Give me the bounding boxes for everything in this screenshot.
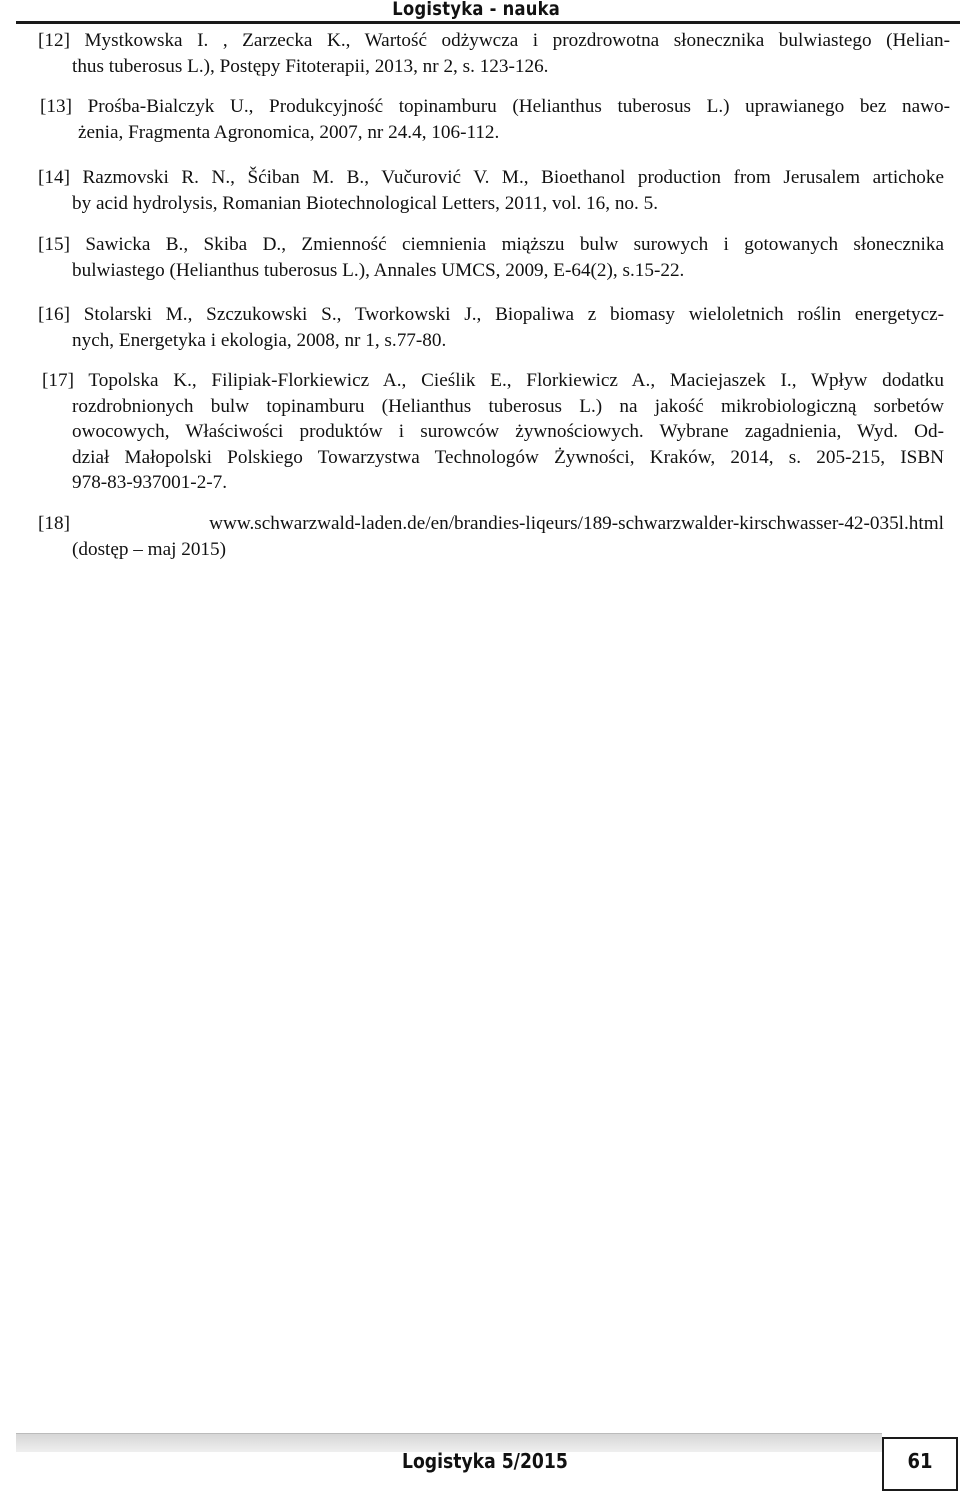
reference-item-16 bbox=[38, 302, 944, 353]
reference-line: by acid hydrolysis, Romanian Biotechnological Letters, 2011, vol. 16, no. 5. bbox=[72, 192, 659, 214]
header-rule bbox=[16, 21, 960, 24]
reference-line: owocowych, Właściwości produktów i surowców żywnościowych. Wybrane zagadnienia, Wyd. Od- bbox=[72, 421, 944, 443]
reference-line: [18] www.schwarzwald-laden.de/en/brandies-liqeurs/189-schwarzwalder-kirschwasser-42-035l.html bbox=[38, 513, 944, 534]
reference-line: [12] Mystkowska I. , Zarzecka K., Wartość odżywcza i prozdrowotna słonecznika bulwiastego (Helian- bbox=[38, 30, 950, 51]
reference-line: [13] Prośba-Bialczyk U., Produkcyjność topinamburu (Helianthus tuberosus L.) uprawianego bez nawo- bbox=[40, 96, 950, 117]
page-number: 61 bbox=[907, 1449, 933, 1473]
reference-line: rozdrobnionych bulw topinamburu (Helianthus tuberosus L.) na jakość mikrobiologiczną sorbetów bbox=[72, 395, 944, 417]
reference-line: [16] Stolarski M., Szczukowski S., Tworkowski J., Biopaliwa z biomasy wieloletnich roślin energetycz- bbox=[38, 304, 944, 325]
reference-item-15 bbox=[38, 232, 944, 283]
reference-line: [15] Sawicka B., Skiba D., Zmienność ciemnienia miąższu bulw surowych i gotowanych słonecznika bbox=[38, 234, 944, 255]
reference-line: dział Małopolski Polskiego Towarzystwa Technologów Żywności, Kraków, 2014, s. 205-215, ISBN bbox=[72, 446, 944, 468]
journal-name: Logistyka 5/2015 bbox=[402, 1449, 568, 1473]
section-label: Logistyka - nauka bbox=[392, 0, 560, 20]
reference-line: żenia, Fragmenta Agronomica, 2007, nr 24.4, 106-112. bbox=[78, 121, 500, 143]
reference-item-17 bbox=[42, 368, 944, 496]
reference-line: thus tuberosus L.), Postępy Fitoterapii, 2013, nr 2, s. 123-126. bbox=[72, 55, 549, 77]
reference-line: [17] Topolska K., Filipiak-Florkiewicz A., Cieślik E., Florkiewicz A., Maciejaszek I., Wpływ dodatku bbox=[42, 370, 944, 391]
reference-line: 978-83-937001-2-7. bbox=[72, 472, 228, 494]
reference-line: bulwiastego (Helianthus tuberosus L.), Annales UMCS, 2009, E-64(2), s.15-22. bbox=[72, 259, 685, 281]
running-header bbox=[0, 0, 960, 22]
reference-item-12 bbox=[38, 28, 950, 79]
reference-item-14 bbox=[38, 165, 944, 216]
reference-item-13 bbox=[40, 94, 950, 145]
page-footer bbox=[16, 1433, 960, 1473]
reference-item-18 bbox=[38, 511, 944, 562]
page-number-box bbox=[882, 1437, 958, 1491]
reference-line: (dostęp – maj 2015) bbox=[72, 538, 227, 560]
reference-line: nych, Energetyka i ekologia, 2008, nr 1, s.77-80. bbox=[72, 329, 447, 351]
reference-line: [14] Razmovski R. N., Šćiban M. B., Vučurović V. M., Bioethanol production from Jerusalem artichoke bbox=[38, 167, 944, 188]
